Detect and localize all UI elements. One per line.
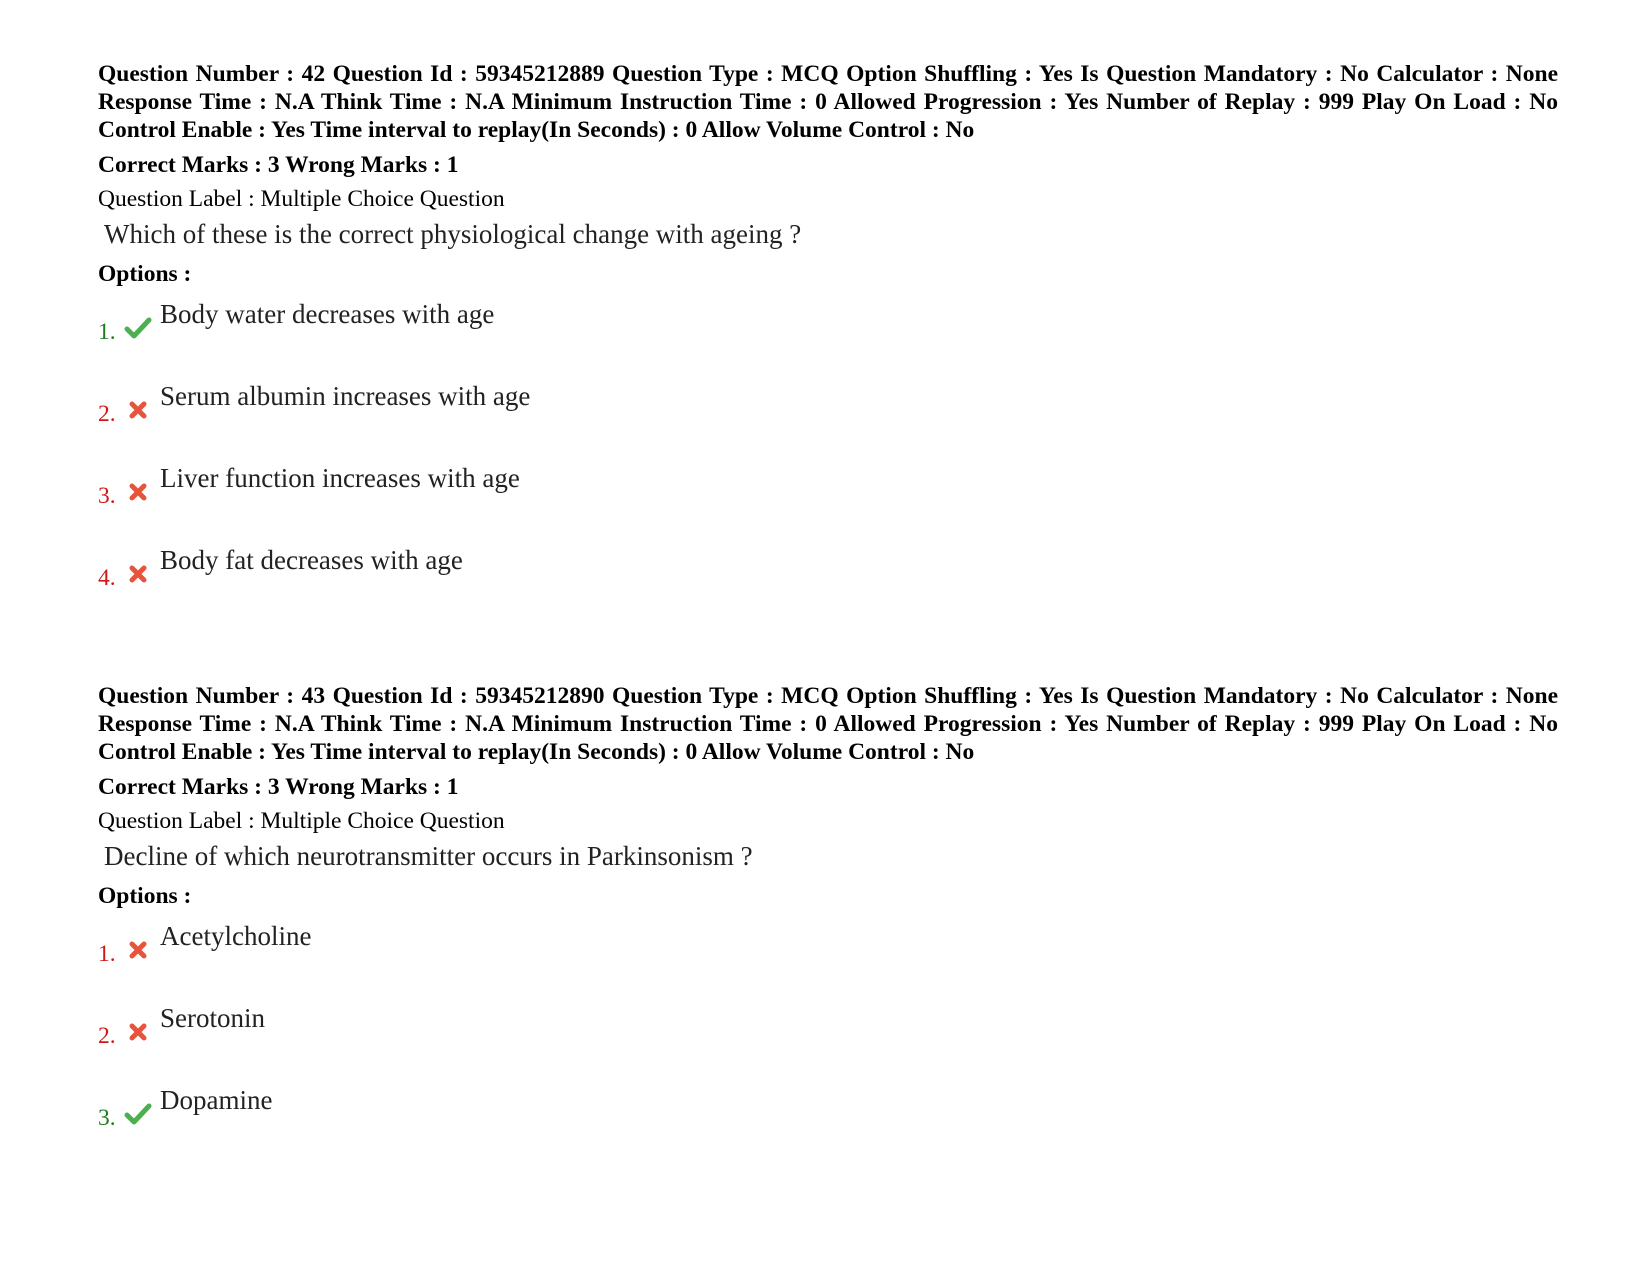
option-number: 1. — [98, 319, 116, 345]
options-heading: Options : — [98, 883, 192, 909]
question-text: Decline of which neurotransmitter occurs in Parkinsonism ? — [104, 841, 753, 871]
option-text: Liver function increases with age — [160, 463, 520, 493]
option-number: 2. — [98, 401, 116, 427]
question-label: Question Label : Multiple Choice Question — [98, 186, 505, 212]
cross-icon — [124, 396, 152, 424]
option-text: Serotonin — [160, 1003, 265, 1033]
question-marks: Correct Marks : 3 Wrong Marks : 1 — [98, 774, 459, 800]
check-icon — [124, 1100, 152, 1128]
option-item — [98, 1084, 1558, 1166]
question-text: Which of these is the correct physiological change with ageing ? — [104, 219, 802, 249]
option-number: 1. — [98, 941, 116, 967]
option-text: Acetylcholine — [160, 921, 312, 951]
check-icon — [124, 314, 152, 342]
option-item — [98, 920, 1558, 1002]
option-item — [98, 1002, 1558, 1084]
cross-icon — [124, 560, 152, 588]
option-text: Dopamine — [160, 1085, 273, 1115]
cross-icon — [124, 1018, 152, 1046]
question-meta: Question Number : 43 Question Id : 59345212890 Question Type : MCQ Option Shuffling : Yes Is Question Mandatory : No Calculator : None Response Time : N.A Think Time : N.A Minimum Instruction Time : 0 Allowed Progression : Yes Number of Replay : 999 Play On Load : No Control Enable : Yes Time interval to replay(In Seconds) : 0 Allow Volume Control : No — [98, 683, 1558, 765]
options-heading: Options : — [98, 261, 192, 287]
option-text: Body fat decreases with age — [160, 545, 463, 575]
question-block — [98, 60, 1558, 626]
question-label: Question Label : Multiple Choice Question — [98, 808, 505, 834]
option-item — [98, 380, 1558, 462]
document-page — [98, 60, 1558, 1166]
option-item — [98, 298, 1558, 380]
options-list — [98, 298, 1558, 626]
cross-icon — [124, 478, 152, 506]
question-block — [98, 682, 1558, 1166]
option-number: 3. — [98, 1105, 116, 1131]
option-number: 4. — [98, 565, 116, 591]
question-meta: Question Number : 42 Question Id : 59345212889 Question Type : MCQ Option Shuffling : Yes Is Question Mandatory : No Calculator : None Response Time : N.A Think Time : N.A Minimum Instruction Time : 0 Allowed Progression : Yes Number of Replay : 999 Play On Load : No Control Enable : Yes Time interval to replay(In Seconds) : 0 Allow Volume Control : No — [98, 61, 1558, 143]
option-item — [98, 544, 1558, 626]
cross-icon — [124, 936, 152, 964]
option-number: 3. — [98, 483, 116, 509]
option-text: Body water decreases with age — [160, 299, 495, 329]
option-number: 2. — [98, 1023, 116, 1049]
question-marks: Correct Marks : 3 Wrong Marks : 1 — [98, 152, 459, 178]
option-text: Serum albumin increases with age — [160, 381, 531, 411]
options-list — [98, 920, 1558, 1166]
option-item — [98, 462, 1558, 544]
